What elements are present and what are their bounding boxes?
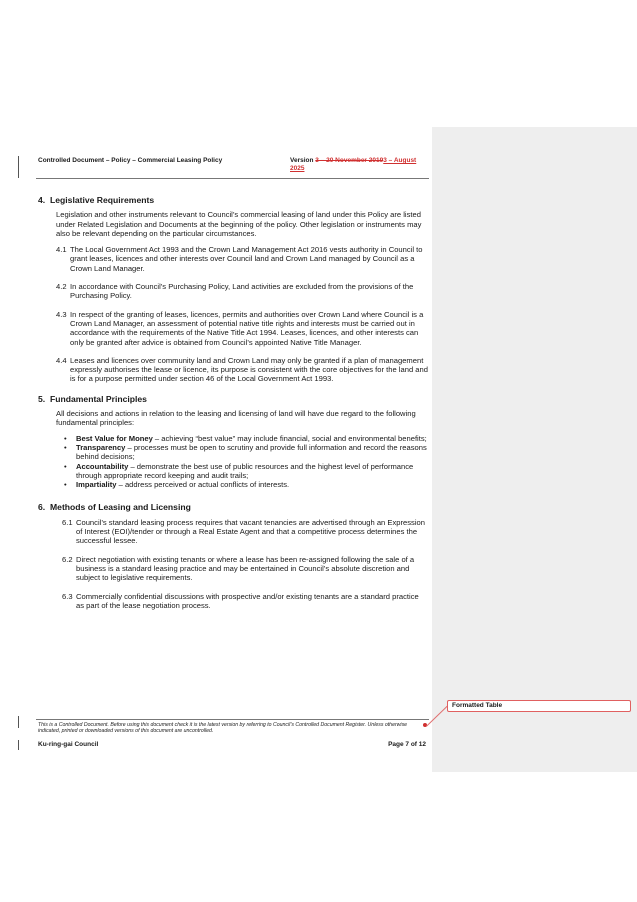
change-bar <box>18 716 19 728</box>
list-item: • Transparency – processes must be open to scrutiny and provide full information and record the reasons behind decisions; <box>64 442 427 462</box>
list-item: • Accountability – demonstrate the best use of public resources and the highest level of performance through appropriate record keeping and audit trails; <box>64 461 414 480</box>
list-item: 4.2 In accordance with Council’s Purchasing Policy, Land activities are excluded from the provisions of the Purchasing Policy. <box>56 282 414 301</box>
change-bar <box>18 156 19 178</box>
version-label: Version <box>290 157 316 164</box>
list-item: 6.3 Commercially confidential discussions with prospective and/or existing tenants are a standard practice as part of the lease negotiation process. <box>62 591 419 610</box>
change-bar <box>18 740 19 750</box>
bullet-icon: • <box>64 433 67 443</box>
bullet-icon: • <box>64 480 67 490</box>
section-4-intro: Legislation and other instruments relevant to Council’s commercial leasing of land under this Policy are listed under Related Legislation and Documents at the beginning of the policy. Other legislation or instruments may also be relevant depending on the particular circumstances. <box>56 210 422 238</box>
section-5-heading: 5. Fundamental Principles <box>38 393 147 404</box>
section-4-title: Legislative Requirements <box>50 195 155 205</box>
list-item: • Impartiality – address perceived or actual conflicts of interests. <box>64 480 290 490</box>
list-item: 4.4 Leases and licences over community land and Crown Land may only be granted if a plan of management expressly authorises the lease or licence, its purpose is consistent with the core objectives for the land and is for a purpose permitted under section 46 of the Local Government Act 1993. <box>56 355 428 384</box>
list-item: 6.1 Council’s standard leasing process requires that vacant tenancies are advertised through an Expression of Interest (EOI)/tender or through a Real Estate Agent and that a competitive process determines the successful lessee. <box>62 517 425 546</box>
header-version <box>290 157 426 173</box>
list-item: 6.2 Direct negotiation with existing tenants or where a lease has been re-assigned following the sale of a business is a standard leasing practice and may be entertained in Council’s absolute discretion and subject to legislative requirements. <box>62 554 415 583</box>
section-6-title: Methods of Leasing and Licensing <box>50 502 191 513</box>
page-content <box>38 196 428 610</box>
formatting-comment[interactable]: Formatted Table <box>447 700 631 712</box>
version-inserted: 3 – August 2025 <box>290 157 417 172</box>
bullet-icon: • <box>64 442 67 452</box>
list-item: 4.1 The Local Government Act 1993 and the Crown Land Management Act 2016 vests authority in Council to grant leases, licences and other interests over Council land and Crown Land managed by Council as a Crown Land Manager. <box>56 245 423 273</box>
version-deleted: 3 – 20 November 2019 <box>315 157 384 164</box>
footer-org: Ku-ring-gai Council <box>38 741 99 748</box>
section-6-heading: 6. Methods of Leasing and Licensing <box>38 502 191 513</box>
section-5-intro: All decisions and actions in relation to the leasing and licensing of land will have due regard to the following fundamental principles: <box>56 409 416 428</box>
header-rule <box>36 178 429 179</box>
section-4-heading: 4. Legislative Requirements <box>38 195 155 205</box>
bullet-icon: • <box>64 461 67 471</box>
page-number: Page 7 of 12 <box>388 741 426 748</box>
header-title: Controlled Document – Policy – Commercial Leasing Policy <box>38 157 223 164</box>
comment-pane <box>432 127 637 772</box>
principles-list <box>64 434 428 490</box>
footer-rule <box>36 719 429 720</box>
list-item: • Best Value for Money – achieving “best value” may include financial, social and environmental benefits; <box>64 433 427 443</box>
list-item: 4.3 In respect of the granting of leases, licences, permits and authorities over Crown Land where Council is a Crown Land Manager, an assessment of potential native title rights and interests must be carried out in accordance with the requirements of the Native Title Act 1994. Leases, licences, and other interests can only be granted after advice is obtained from Council’s appointed Native Title Manager. <box>56 309 424 347</box>
footer-note: This is a Controlled Document. Before using this document check it is the latest version by referring to Council’s Controlled Document Register. Unless otherwise indicated, printed or downloaded versions of this document are uncontrolled. <box>38 722 408 735</box>
section-5-title: Fundamental Principles <box>50 393 147 404</box>
